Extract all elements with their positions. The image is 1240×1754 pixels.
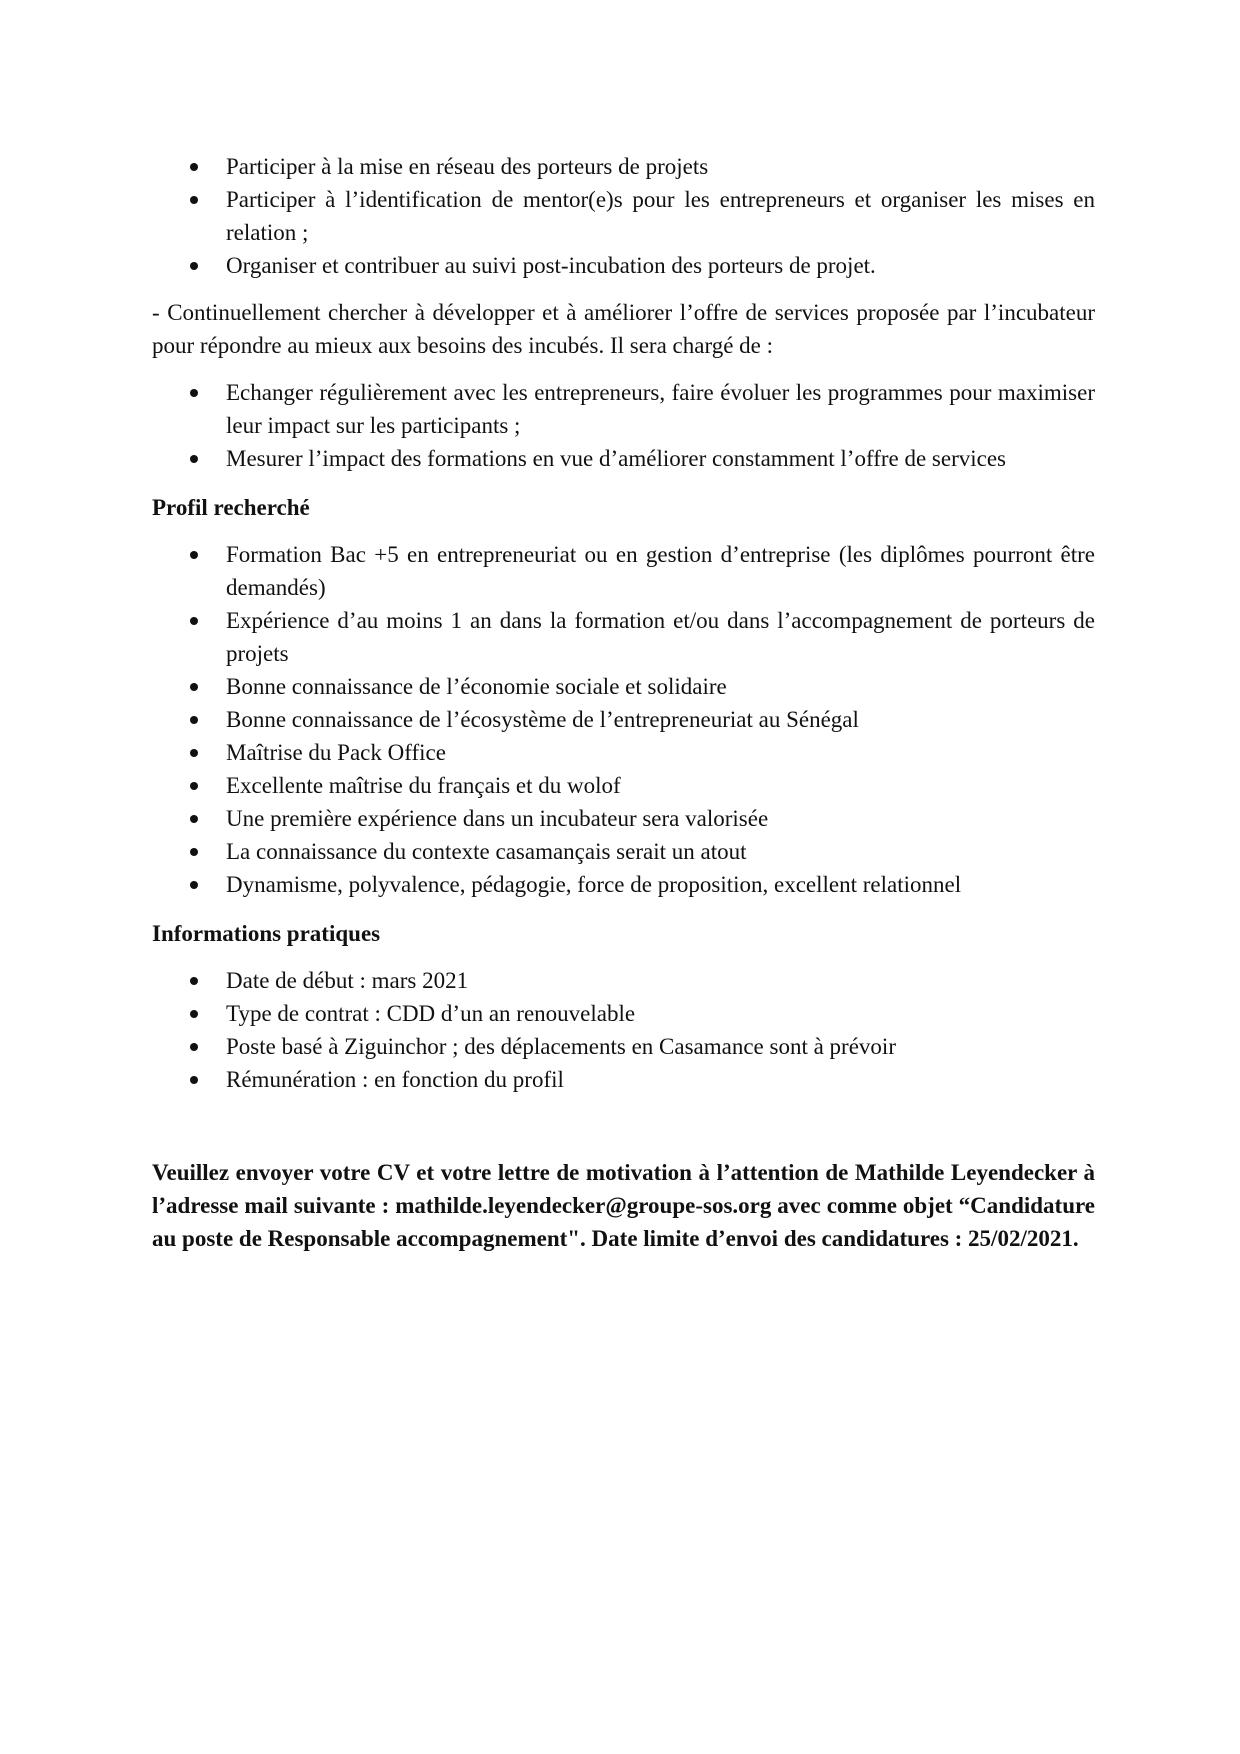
list-item: Bonne connaissance de l’écosystème de l’entrepreneuriat au Sénégal [152,703,1095,736]
list-item: Maîtrise du Pack Office [152,736,1095,769]
list-item: Poste basé à Ziguinchor ; des déplacements en Casamance sont à prévoir [152,1030,1095,1063]
services-paragraph: - Continuellement chercher à développer et à améliorer l’offre de services proposée par l’incubateur pour répondre au mieux aux besoins des incubés. Il sera chargé de : [152,300,1095,358]
document-page [152,150,1095,1255]
list-item: Expérience d’au moins 1 an dans la formation et/ou dans l’accompagnement de porteurs de projets [152,604,1095,670]
list-item: Participer à l’identification de mentor(e)s pour les entrepreneurs et organiser les mises en relation ; [152,183,1095,249]
list-item: Participer à la mise en réseau des porteurs de projets [152,150,1095,183]
bullet-icon [190,683,198,691]
bullet-icon [190,749,198,757]
list-item: Mesurer l’impact des formations en vue d’améliorer constamment l’offre de services [152,442,1095,475]
bullet-icon [190,977,198,985]
list-item: Echanger régulièrement avec les entrepreneurs, faire évoluer les programmes pour maximiser leur impact sur les participants ; [152,376,1095,442]
bullet-icon [190,617,198,625]
infos-list [152,964,1095,1096]
bullet-icon [190,881,198,889]
tasks-list-networking [152,150,1095,282]
bullet-icon [190,262,198,270]
tasks-list-services [152,376,1095,475]
list-item: Organiser et contribuer au suivi post-incubation des porteurs de projet. [152,249,1095,282]
list-item: Rémunération : en fonction du profil [152,1063,1095,1096]
bullet-icon [190,389,198,397]
bullet-icon [190,1043,198,1051]
list-item: Type de contrat : CDD d’un an renouvelable [152,997,1095,1030]
application-instructions: Veuillez envoyer votre CV et votre lettre de motivation à l’attention de Mathilde Leyendecker à l’adresse mail suivante : mathilde.leyendecker@groupe-sos.org avec comme objet “Candidature au poste de Responsable accompagnement". Date limite d’envoi des candidatures : 25/02/2021. [152,1160,1095,1251]
profil-heading: Profil recherché [152,495,310,520]
list-item: Une première expérience dans un incubateur sera valorisée [152,802,1095,835]
bullet-icon [190,782,198,790]
infos-heading: Informations pratiques [152,921,381,946]
list-item: Formation Bac +5 en entrepreneuriat ou en gestion d’entreprise (les diplômes pourront être demandés) [152,538,1095,604]
bullet-icon [190,848,198,856]
list-item: Date de début : mars 2021 [152,964,1095,997]
bullet-icon [190,551,198,559]
bullet-icon [190,815,198,823]
list-item: La connaissance du contexte casamançais serait un atout [152,835,1095,868]
bullet-icon [190,1076,198,1084]
list-item: Bonne connaissance de l’économie sociale et solidaire [152,670,1095,703]
profil-list [152,538,1095,901]
bullet-icon [190,196,198,204]
bullet-icon [190,716,198,724]
bullet-icon [190,455,198,463]
list-item: Excellente maîtrise du français et du wolof [152,769,1095,802]
list-item: Dynamisme, polyvalence, pédagogie, force de proposition, excellent relationnel [152,868,1095,901]
bullet-icon [190,163,198,171]
bullet-icon [190,1010,198,1018]
